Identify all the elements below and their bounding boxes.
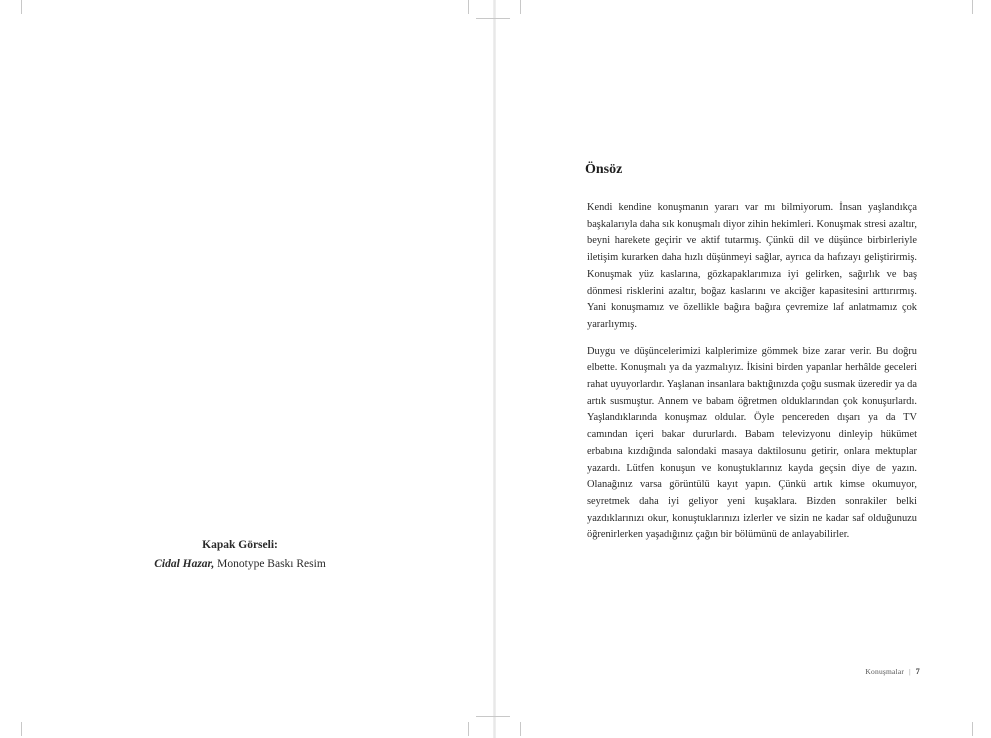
page-number: 7 — [915, 667, 920, 676]
running-footer: Konuşmalar — [865, 667, 905, 676]
crop-mark — [972, 722, 973, 736]
crop-mark — [468, 722, 469, 736]
crop-mark — [520, 0, 521, 14]
page-title: Önsöz — [585, 162, 623, 177]
crop-mark — [476, 18, 510, 19]
crop-mark — [520, 722, 521, 736]
left-page — [0, 0, 493, 738]
folio-separator: | — [909, 667, 911, 676]
paragraph: Kendi kendine konuşmanın yararı var mı bilmiyorum. İnsan yaşlandıkça başkalarıyla daha sık konuşmalı diyor zihin hekimleri. Konuşmak stresi azaltır, beyni harekete geçirir ve aktif tutarmış. Çünkü dil ve düşünce birbirleriyle iletişim kurarken daha hızlı düşünmeyi sağlar, ayrıca da hafızayı geliştirirmiş. Konuşmak yüz kaslarına, gözkapaklarımıza iyi gelirken, sağırlık ve baş dönmesi risklerini azaltır, boğaz kaslarını ve akciğer kapasitesini arttırırmış. Yani konuşmamız ve özellikle bağıra bağıra çevremize laf anlatmamız çok yararlıymış. — [587, 202, 917, 330]
crop-mark — [972, 0, 973, 14]
cover-image-credit — [120, 536, 360, 574]
crop-mark — [468, 0, 469, 14]
artwork-description: Monotype Baskı Resim — [214, 558, 326, 570]
body-text — [587, 200, 917, 554]
credit-line — [120, 555, 360, 574]
paragraph: Duygu ve düşüncelerimizi kalplerimize gömmek bize zarar verir. Bu doğru elbette. Konuşmalı ya da yazmalıyız. İkisini birden yapanlar herhâlde geceleri rahat uyuyorlardır. Yaşlanan insanlara baktığınızda çoğu susmak üzeredir ya da artık susmuştur. Annem ve babam öğretmen olduklarından çok konuşurlardı. Yaşlandıklarında konuşmaz oldular. Öyle pencereden dışarı ya da TV camından içeri bakar dururlardı. Babam televizyonu dinleyip hükümet erbabına kızdığında salondaki masaya daktilosunu getirir, onlara mektuplar yazardı. Lütfen konuşun ve konuştuklarınız kayda geçsin diye de yazın. Olanağınız varsa görüntülü kayıt yapın. Çünkü artık kimse okumuyor, seyretmek daha iyi geliyor yeni kuşaklara. Bizden sonrakiler belki yazdıklarınızı okur, konuştuklarınızı izlerler ve sizin ne kadar saf olduğunuzu öğrenirlerken yaşadığınız çağın bir bölümünü de anlayabilirler. — [587, 345, 917, 541]
page-footer — [820, 667, 920, 676]
crop-mark — [21, 722, 22, 736]
crop-mark — [21, 0, 22, 14]
crop-mark — [476, 716, 510, 717]
artist-name: Cidal Hazar, — [154, 558, 215, 570]
credit-label: Kapak Görseli: — [202, 539, 278, 551]
